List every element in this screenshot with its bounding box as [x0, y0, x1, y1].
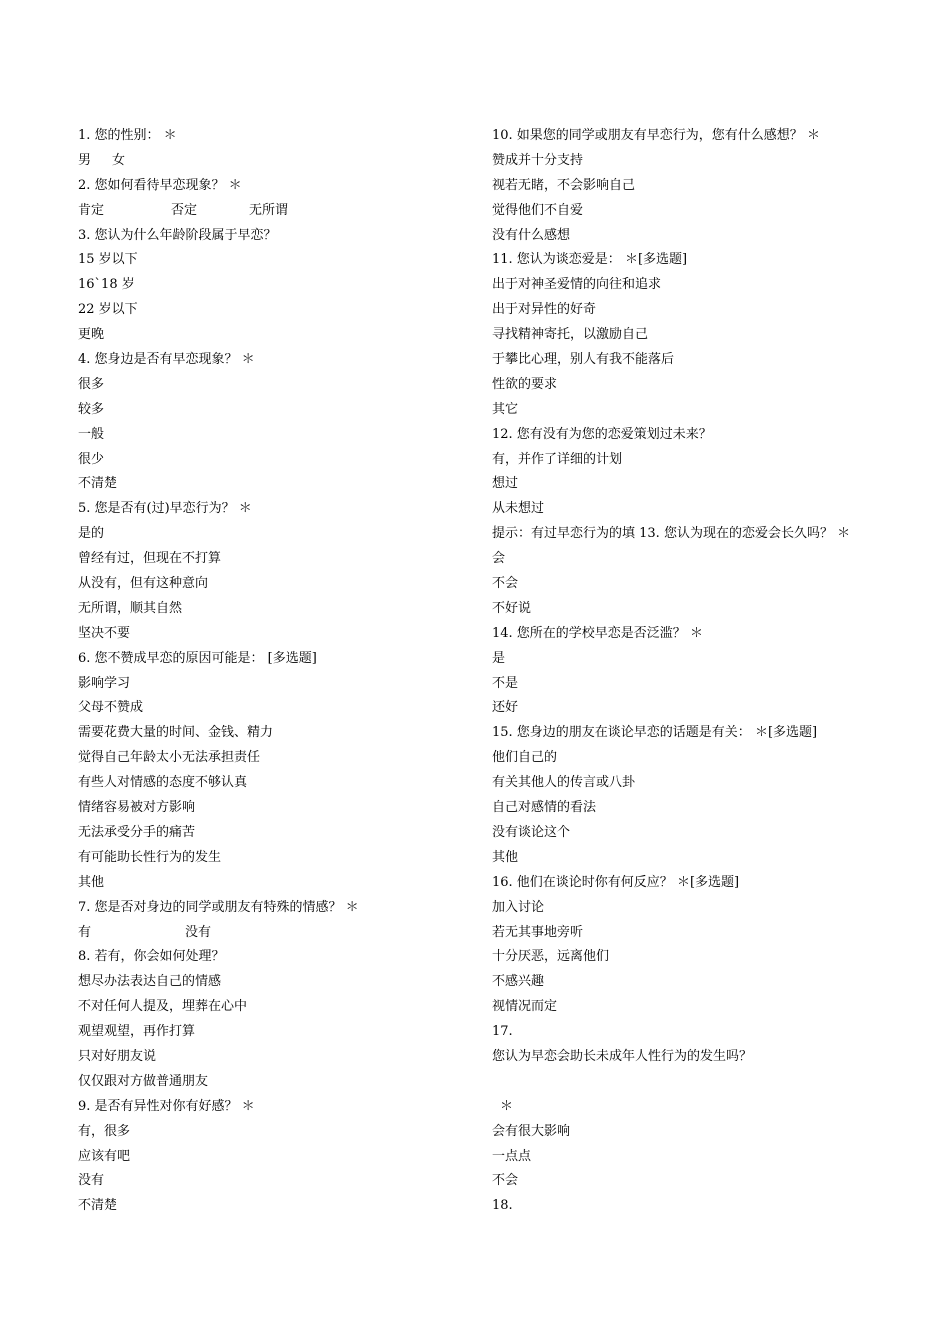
option[interactable]: 无所谓，顺其自然 — [78, 600, 183, 616]
q15-title: 15. 您身边的朋友在谈论早恋的话题是有关： ＊[多选题] — [492, 725, 818, 741]
option[interactable]: 寻找精神寄托，以激励自己 — [492, 327, 649, 343]
option[interactable]: 无法承受分手的痛苦 — [78, 824, 196, 840]
option[interactable]: 他们自己的 — [492, 750, 558, 766]
option[interactable]: 还好 — [492, 700, 519, 716]
option[interactable]: 影响学习 — [78, 675, 131, 691]
option[interactable]: 仅仅跟对方做普通朋友 — [78, 1073, 209, 1089]
option[interactable]: 不清楚 — [78, 476, 118, 492]
q13-title: 提示：有过早恋行为的填 13. 您认为现在的恋爱会长久吗？ ＊ — [492, 526, 851, 542]
option[interactable]: 出于对异性的好奇 — [492, 302, 597, 318]
option[interactable]: 观望观望，再作打算 — [78, 1024, 196, 1040]
option[interactable]: 坚决不要 — [78, 625, 131, 641]
option[interactable]: 其他 — [78, 874, 105, 890]
option[interactable]: 不会 — [492, 1173, 519, 1189]
right-column — [492, 124, 912, 1219]
option[interactable]: 一点点 — [492, 1148, 532, 1164]
option[interactable]: 有 — [78, 924, 92, 940]
option[interactable]: 其他 — [492, 849, 519, 865]
q1-title: 1. 您的性别： ＊ — [78, 128, 177, 143]
option[interactable]: 出于对神圣爱情的向往和追求 — [492, 277, 662, 293]
option[interactable]: 于攀比心理，别人有我不能落后 — [492, 352, 675, 368]
option[interactable]: 其它 — [492, 401, 519, 417]
option[interactable]: 是 — [492, 650, 506, 666]
option[interactable]: 否定 — [171, 202, 198, 218]
option[interactable]: 肯定 — [78, 202, 105, 218]
q3-title: 3. 您认为什么年龄阶段属于早恋？ — [78, 227, 277, 243]
option[interactable]: 觉得他们不自爱 — [492, 202, 584, 218]
option[interactable]: 需要花费大量的时间、金钱、精力 — [78, 725, 274, 741]
option[interactable]: 只对好朋友说 — [78, 1048, 157, 1064]
q18-number: 18. — [492, 1198, 513, 1214]
option[interactable]: 性欲的要求 — [492, 376, 558, 392]
option[interactable]: 不会 — [492, 576, 519, 592]
option[interactable]: 没有谈论这个 — [492, 824, 571, 840]
option[interactable]: 很少 — [78, 451, 105, 467]
q11-title: 11. 您认为谈恋爱是： ＊[多选题] — [492, 252, 688, 268]
option[interactable]: 会有很大影响 — [492, 1123, 571, 1139]
option[interactable]: 觉得自己年龄太小无法承担责任 — [78, 750, 261, 766]
q2-title: 2. 您如何看待早恋现象？ ＊ — [78, 177, 242, 193]
q5-title: 5. 您是否有(过)早恋行为？ ＊ — [78, 501, 252, 517]
q8-title: 8. 若有，你会如何处理？ — [78, 949, 225, 965]
option[interactable]: 十分厌恶，远离他们 — [492, 949, 610, 965]
option[interactable]: 不感兴趣 — [492, 974, 545, 990]
option[interactable]: 不对任何人提及，埋葬在心中 — [78, 999, 248, 1015]
option[interactable]: 不是 — [492, 675, 519, 691]
option[interactable]: 自己对感情的看法 — [492, 800, 597, 816]
option[interactable]: 女 — [112, 152, 126, 168]
option[interactable]: 有些人对情感的态度不够认真 — [78, 775, 248, 791]
option[interactable]: 22 岁以下 — [78, 302, 138, 318]
option[interactable]: 没有 — [185, 924, 212, 940]
q17-number: 17. — [492, 1024, 513, 1040]
option[interactable]: 15 岁以下 — [78, 252, 138, 268]
option[interactable]: 有关其他人的传言或八卦 — [492, 775, 636, 791]
required-mark: ＊ — [500, 1098, 514, 1114]
q1-options — [78, 149, 478, 174]
option[interactable]: 若无其事地旁听 — [492, 924, 584, 940]
option[interactable]: 视情况而定 — [492, 999, 558, 1015]
option[interactable]: 视若无睹，不会影响自己 — [492, 177, 636, 193]
q17-title: 您认为早恋会助长未成年人性行为的发生吗？ — [492, 1048, 753, 1064]
option[interactable]: 加入讨论 — [492, 899, 545, 915]
option[interactable]: 更晚 — [78, 327, 105, 343]
option[interactable]: 赞成并十分支持 — [492, 152, 584, 168]
option[interactable]: 是的 — [78, 526, 105, 542]
spacer — [492, 1070, 912, 1095]
q16-title: 16. 他们在谈论时你有何反应？ ＊[多选题] — [492, 874, 740, 890]
option[interactable]: 有可能助长性行为的发生 — [78, 849, 222, 865]
option[interactable]: 有，很多 — [78, 1123, 131, 1139]
option[interactable]: 男 — [78, 152, 92, 168]
option[interactable]: 父母不赞成 — [78, 700, 144, 716]
option[interactable]: 曾经有过，但现在不打算 — [78, 551, 222, 567]
q6-title: 6. 您不赞成早恋的原因可能是： [多选题] — [78, 650, 317, 666]
q7-title: 7. 您是否对身边的同学或朋友有特殊的情感？ ＊ — [78, 899, 359, 915]
q7-options — [78, 921, 478, 946]
q14-title: 14. 您所在的学校早恋是否泛滥？ ＊ — [492, 625, 703, 641]
option[interactable]: 情绪容易被对方影响 — [78, 800, 196, 816]
option[interactable]: 从没有，但有这种意向 — [78, 576, 209, 592]
q12-title: 12. 您有没有为您的恋爱策划过未来？ — [492, 426, 712, 442]
option[interactable]: 有，并作了详细的计划 — [492, 451, 623, 467]
q2-options — [78, 199, 478, 224]
option[interactable]: 很多 — [78, 376, 105, 392]
option[interactable]: 没有什么感想 — [492, 227, 571, 243]
left-column — [78, 124, 478, 1219]
option[interactable]: 应该有吧 — [78, 1148, 131, 1164]
option[interactable]: 一般 — [78, 426, 105, 442]
option[interactable]: 不清楚 — [78, 1198, 118, 1214]
option[interactable]: 较多 — [78, 401, 105, 417]
q4-title: 4. 您身边是否有早恋现象？ ＊ — [78, 352, 255, 368]
option[interactable]: 没有 — [78, 1173, 105, 1189]
option[interactable]: 16`18 岁 — [78, 277, 135, 293]
option[interactable]: 想尽办法表达自己的情感 — [78, 974, 222, 990]
option[interactable]: 想过 — [492, 476, 519, 492]
q10-title: 10. 如果您的同学或朋友有早恋行为，您有什么感想？ ＊ — [492, 128, 820, 143]
option[interactable]: 不好说 — [492, 600, 532, 616]
q9-title: 9. 是否有异性对你有好感？ ＊ — [78, 1098, 255, 1114]
option[interactable]: 从未想过 — [492, 501, 545, 517]
option[interactable]: 无所谓 — [249, 202, 289, 218]
option[interactable]: 会 — [492, 551, 506, 567]
